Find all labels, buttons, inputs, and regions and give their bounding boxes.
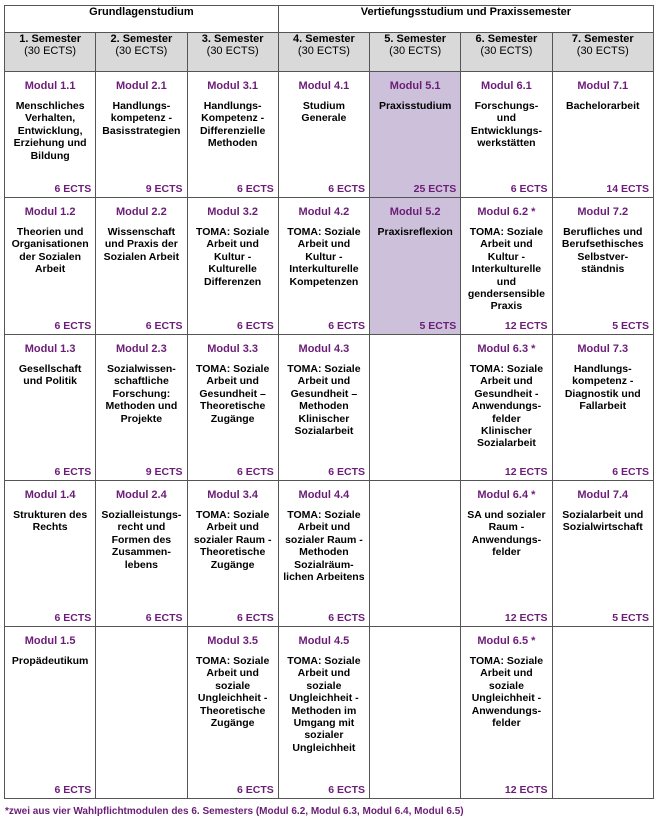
module-cell — [187, 198, 278, 335]
module-code: Modul 3.1 — [207, 80, 258, 92]
module-ects: 6 ECTS — [237, 183, 274, 195]
module-title: TOMA: Soziale Arbeit und Gesundheit - Anwendungs-felder Klinischer Sozialarbeit — [469, 363, 544, 450]
module-code: Modul 3.4 — [207, 489, 258, 501]
module-ects: 9 ECTS — [145, 466, 183, 478]
semester-label: 4. Semester — [293, 33, 355, 45]
module-code: Modul 6.5 * — [477, 635, 536, 647]
semester-header-5 — [370, 33, 461, 72]
module-ects: 5 ECTS — [419, 320, 457, 332]
module-cell — [5, 335, 96, 481]
semester-header-1 — [5, 33, 96, 72]
semester-ects: (30 ECTS) — [115, 45, 168, 57]
module-cell — [96, 335, 187, 481]
module-ects: 6 ECTS — [328, 320, 366, 332]
module-code: Modul 6.2 * — [477, 206, 536, 218]
module-cell — [278, 72, 369, 198]
module-code: Modul 6.4 * — [477, 489, 536, 501]
module-code: Modul 3.5 — [207, 635, 258, 647]
semester-label: 1. Semester — [19, 33, 81, 45]
module-ects: 12 ECTS — [504, 320, 548, 332]
module-ects: 6 ECTS — [54, 183, 92, 195]
module-title: Menschliches Verhalten, Entwicklung, Erziehung und Bildung — [13, 100, 87, 162]
module-title: Praxisreflexion — [377, 226, 453, 238]
module-code: Modul 3.3 — [207, 343, 258, 355]
module-ects: 6 ECTS — [237, 466, 274, 478]
module-cell — [461, 481, 552, 627]
module-title: Forschungs- und Entwicklungs-werkstätten — [470, 100, 542, 150]
module-cell — [5, 481, 96, 627]
module-ects: 6 ECTS — [328, 784, 366, 796]
semester-ects: (30 ECTS) — [576, 45, 629, 57]
module-cell — [552, 72, 653, 198]
module-cell — [278, 198, 369, 335]
module-ects: 9 ECTS — [145, 183, 183, 195]
module-cell — [461, 335, 552, 481]
module-ects: 5 ECTS — [612, 320, 649, 332]
module-ects: 6 ECTS — [328, 183, 366, 195]
footnote: *zwei aus vier Wahlpflichtmodulen des 6. Semesters (Modul 6.2, Modul 6.3, Modul 6.4, Modul 6.5) — [5, 806, 464, 817]
module-ects: 6 ECTS — [54, 466, 92, 478]
module-code: Modul 4.2 — [298, 206, 350, 218]
module-code: Modul 4.3 — [298, 343, 350, 355]
module-title: Berufliches und Berufsethisches Selbstver-ständnis — [561, 226, 644, 276]
semester-ects: (30 ECTS) — [297, 45, 350, 57]
module-cell — [5, 198, 96, 335]
module-ects: 25 ECTS — [413, 183, 457, 195]
module-code: Modul 1.2 — [24, 206, 76, 218]
module-title: TOMA: Soziale Arbeit und soziale Ungleichheit - Anwendungs-felder — [469, 655, 544, 730]
module-code: Modul 2.4 — [116, 489, 167, 501]
module-ects: 6 ECTS — [54, 320, 92, 332]
module-title: TOMA: Soziale Arbeit und sozialer Raum - Methoden Sozialräum-lichen Arbeitens — [283, 509, 365, 584]
module-cell — [278, 335, 369, 481]
module-ects: 14 ECTS — [606, 183, 649, 195]
module-cell — [278, 481, 369, 627]
module-ects: 6 ECTS — [328, 612, 366, 624]
module-title: Handlungs-kompetenz - Basisstrategien — [102, 100, 181, 137]
module-title: Theorien und Organisationen der Sozialen Arbeit — [11, 226, 89, 276]
semester-header-3 — [187, 33, 278, 72]
module-title: Wissenschaft und Praxis der Sozialen Arbeit — [103, 226, 180, 263]
module-code: Modul 7.4 — [577, 489, 629, 501]
semester-ects: (30 ECTS) — [206, 45, 259, 57]
module-title: TOMA: Soziale Arbeit und sozialer Raum - Theoretische Zugänge — [193, 509, 272, 571]
module-cell — [5, 72, 96, 198]
module-title: Handlungs-Kompetenz - Differenzielle Methoden — [199, 100, 266, 150]
module-row — [5, 481, 654, 627]
module-cell — [96, 481, 187, 627]
module-title: TOMA: Soziale Arbeit und Kultur - Kulturelle Differenzen — [195, 226, 270, 288]
module-title: TOMA: Soziale Arbeit und Gesundheit – Methoden Klinischer Sozialarbeit — [287, 363, 361, 438]
module-cell — [187, 627, 278, 799]
module-ects: 6 ECTS — [237, 784, 274, 796]
module-code: Modul 1.1 — [24, 80, 76, 92]
module-title: Strukturen des Rechts — [13, 509, 88, 534]
module-cell — [5, 627, 96, 799]
module-code: Modul 1.4 — [24, 489, 76, 501]
module-title: Studium Generale — [301, 100, 347, 125]
module-ects: 6 ECTS — [54, 612, 92, 624]
module-title: Propädeutikum — [11, 655, 89, 667]
module-code: Modul 5.1 — [389, 80, 441, 92]
module-title: Praxisstudium — [378, 100, 452, 112]
module-title: Sozialleistungs-recht und Formen des Zusammen-lebens — [101, 509, 182, 571]
module-cell — [461, 198, 552, 335]
semester-label: 3. Semester — [201, 33, 264, 45]
module-title: TOMA: Soziale Arbeit und Gesundheit – Theoretische Zugänge — [195, 363, 270, 425]
semester-label: 6. Semester — [475, 33, 538, 45]
curriculum-table — [4, 5, 654, 799]
module-ects: 6 ECTS — [237, 612, 274, 624]
module-code: Modul 4.1 — [298, 80, 350, 92]
module-grid — [5, 72, 654, 799]
module-code: Modul 4.5 — [298, 635, 350, 647]
module-cell — [96, 72, 187, 198]
empty-cell — [552, 627, 653, 799]
semester-ects: (30 ECTS) — [389, 45, 442, 57]
semester-header-2 — [96, 33, 187, 72]
module-ects: 5 ECTS — [612, 612, 649, 624]
module-cell — [552, 198, 653, 335]
module-ects: 12 ECTS — [504, 466, 548, 478]
module-ects: 6 ECTS — [145, 320, 183, 332]
module-cell — [370, 198, 461, 335]
module-cell — [187, 335, 278, 481]
empty-cell — [96, 627, 187, 799]
module-code: Modul 7.2 — [577, 206, 629, 218]
module-code: Modul 4.4 — [298, 489, 350, 501]
module-title: Bachelorarbeit — [566, 100, 640, 112]
module-code: Modul 2.3 — [116, 343, 167, 355]
module-title: TOMA: Soziale Arbeit und Kultur - Interkulturelle Kompetenzen — [287, 226, 361, 288]
semester-ects: (30 ECTS) — [480, 45, 533, 57]
module-row — [5, 198, 654, 335]
semester-header-7 — [552, 33, 653, 72]
module-row — [5, 72, 654, 198]
module-title: Handlungs-kompetenz - Diagnostik und Fallarbeit — [564, 363, 641, 413]
module-title: TOMA: Soziale Arbeit und soziale Ungleichheit - Theoretische Zugänge — [195, 655, 270, 730]
module-code: Modul 3.2 — [207, 206, 258, 218]
module-code: Modul 2.1 — [116, 80, 167, 92]
semester-ects: (30 ECTS) — [24, 45, 77, 57]
module-title: Sozialarbeit und Sozialwirtschaft — [562, 509, 644, 534]
module-title: Gesellschaft und Politik — [18, 363, 82, 388]
module-ects: 6 ECTS — [145, 612, 183, 624]
module-title: SA und sozialer Raum - Anwendungs-felder — [467, 509, 546, 559]
module-title: TOMA: Soziale Arbeit und soziale Ungleichheit - Methoden im Umgang mit sozialer Ungleichheit — [287, 655, 361, 754]
module-cell — [552, 481, 653, 627]
semester-label: 2. Semester — [110, 33, 173, 45]
module-code: Modul 1.3 — [24, 343, 76, 355]
semester-header-row — [5, 33, 654, 72]
module-row — [5, 627, 654, 799]
empty-cell — [370, 627, 461, 799]
phase-header-row — [5, 6, 654, 33]
module-ects: 6 ECTS — [510, 183, 548, 195]
module-cell — [552, 335, 653, 481]
phase-grundlagenstudium: Grundlagenstudium — [5, 6, 279, 33]
module-row — [5, 335, 654, 481]
module-ects: 6 ECTS — [328, 466, 366, 478]
module-code: Modul 7.3 — [577, 343, 629, 355]
module-code: Modul 2.2 — [116, 206, 167, 218]
module-title: Sozialwissen-schaftliche Forschung: Methoden und Projekte — [105, 363, 178, 425]
module-cell — [187, 481, 278, 627]
semester-label: 5. Semester — [384, 33, 447, 45]
module-ects: 6 ECTS — [54, 784, 92, 796]
module-cell — [278, 627, 369, 799]
semester-label: 7. Semester — [571, 33, 634, 45]
module-cell — [461, 72, 552, 198]
module-cell — [96, 198, 187, 335]
module-cell — [187, 72, 278, 198]
empty-cell — [370, 481, 461, 627]
module-code: Modul 6.1 — [481, 80, 532, 92]
module-ects: 6 ECTS — [612, 466, 649, 478]
semester-header-6 — [461, 33, 552, 72]
module-code: Modul 6.3 * — [477, 343, 536, 355]
phase-vertiefungsstudium: Vertiefungsstudium und Praxissemester — [278, 6, 653, 33]
module-ects: 12 ECTS — [504, 784, 548, 796]
module-cell — [461, 627, 552, 799]
module-ects: 6 ECTS — [237, 320, 274, 332]
empty-cell — [370, 335, 461, 481]
module-code: Modul 7.1 — [577, 80, 629, 92]
module-ects: 12 ECTS — [504, 612, 548, 624]
module-code: Modul 5.2 — [389, 206, 441, 218]
module-title: TOMA: Soziale Arbeit und Kultur - Interkulturelle und gendersensible Praxis — [467, 226, 545, 313]
module-code: Modul 1.5 — [24, 635, 76, 647]
module-cell — [370, 72, 461, 198]
semester-header-4 — [278, 33, 369, 72]
